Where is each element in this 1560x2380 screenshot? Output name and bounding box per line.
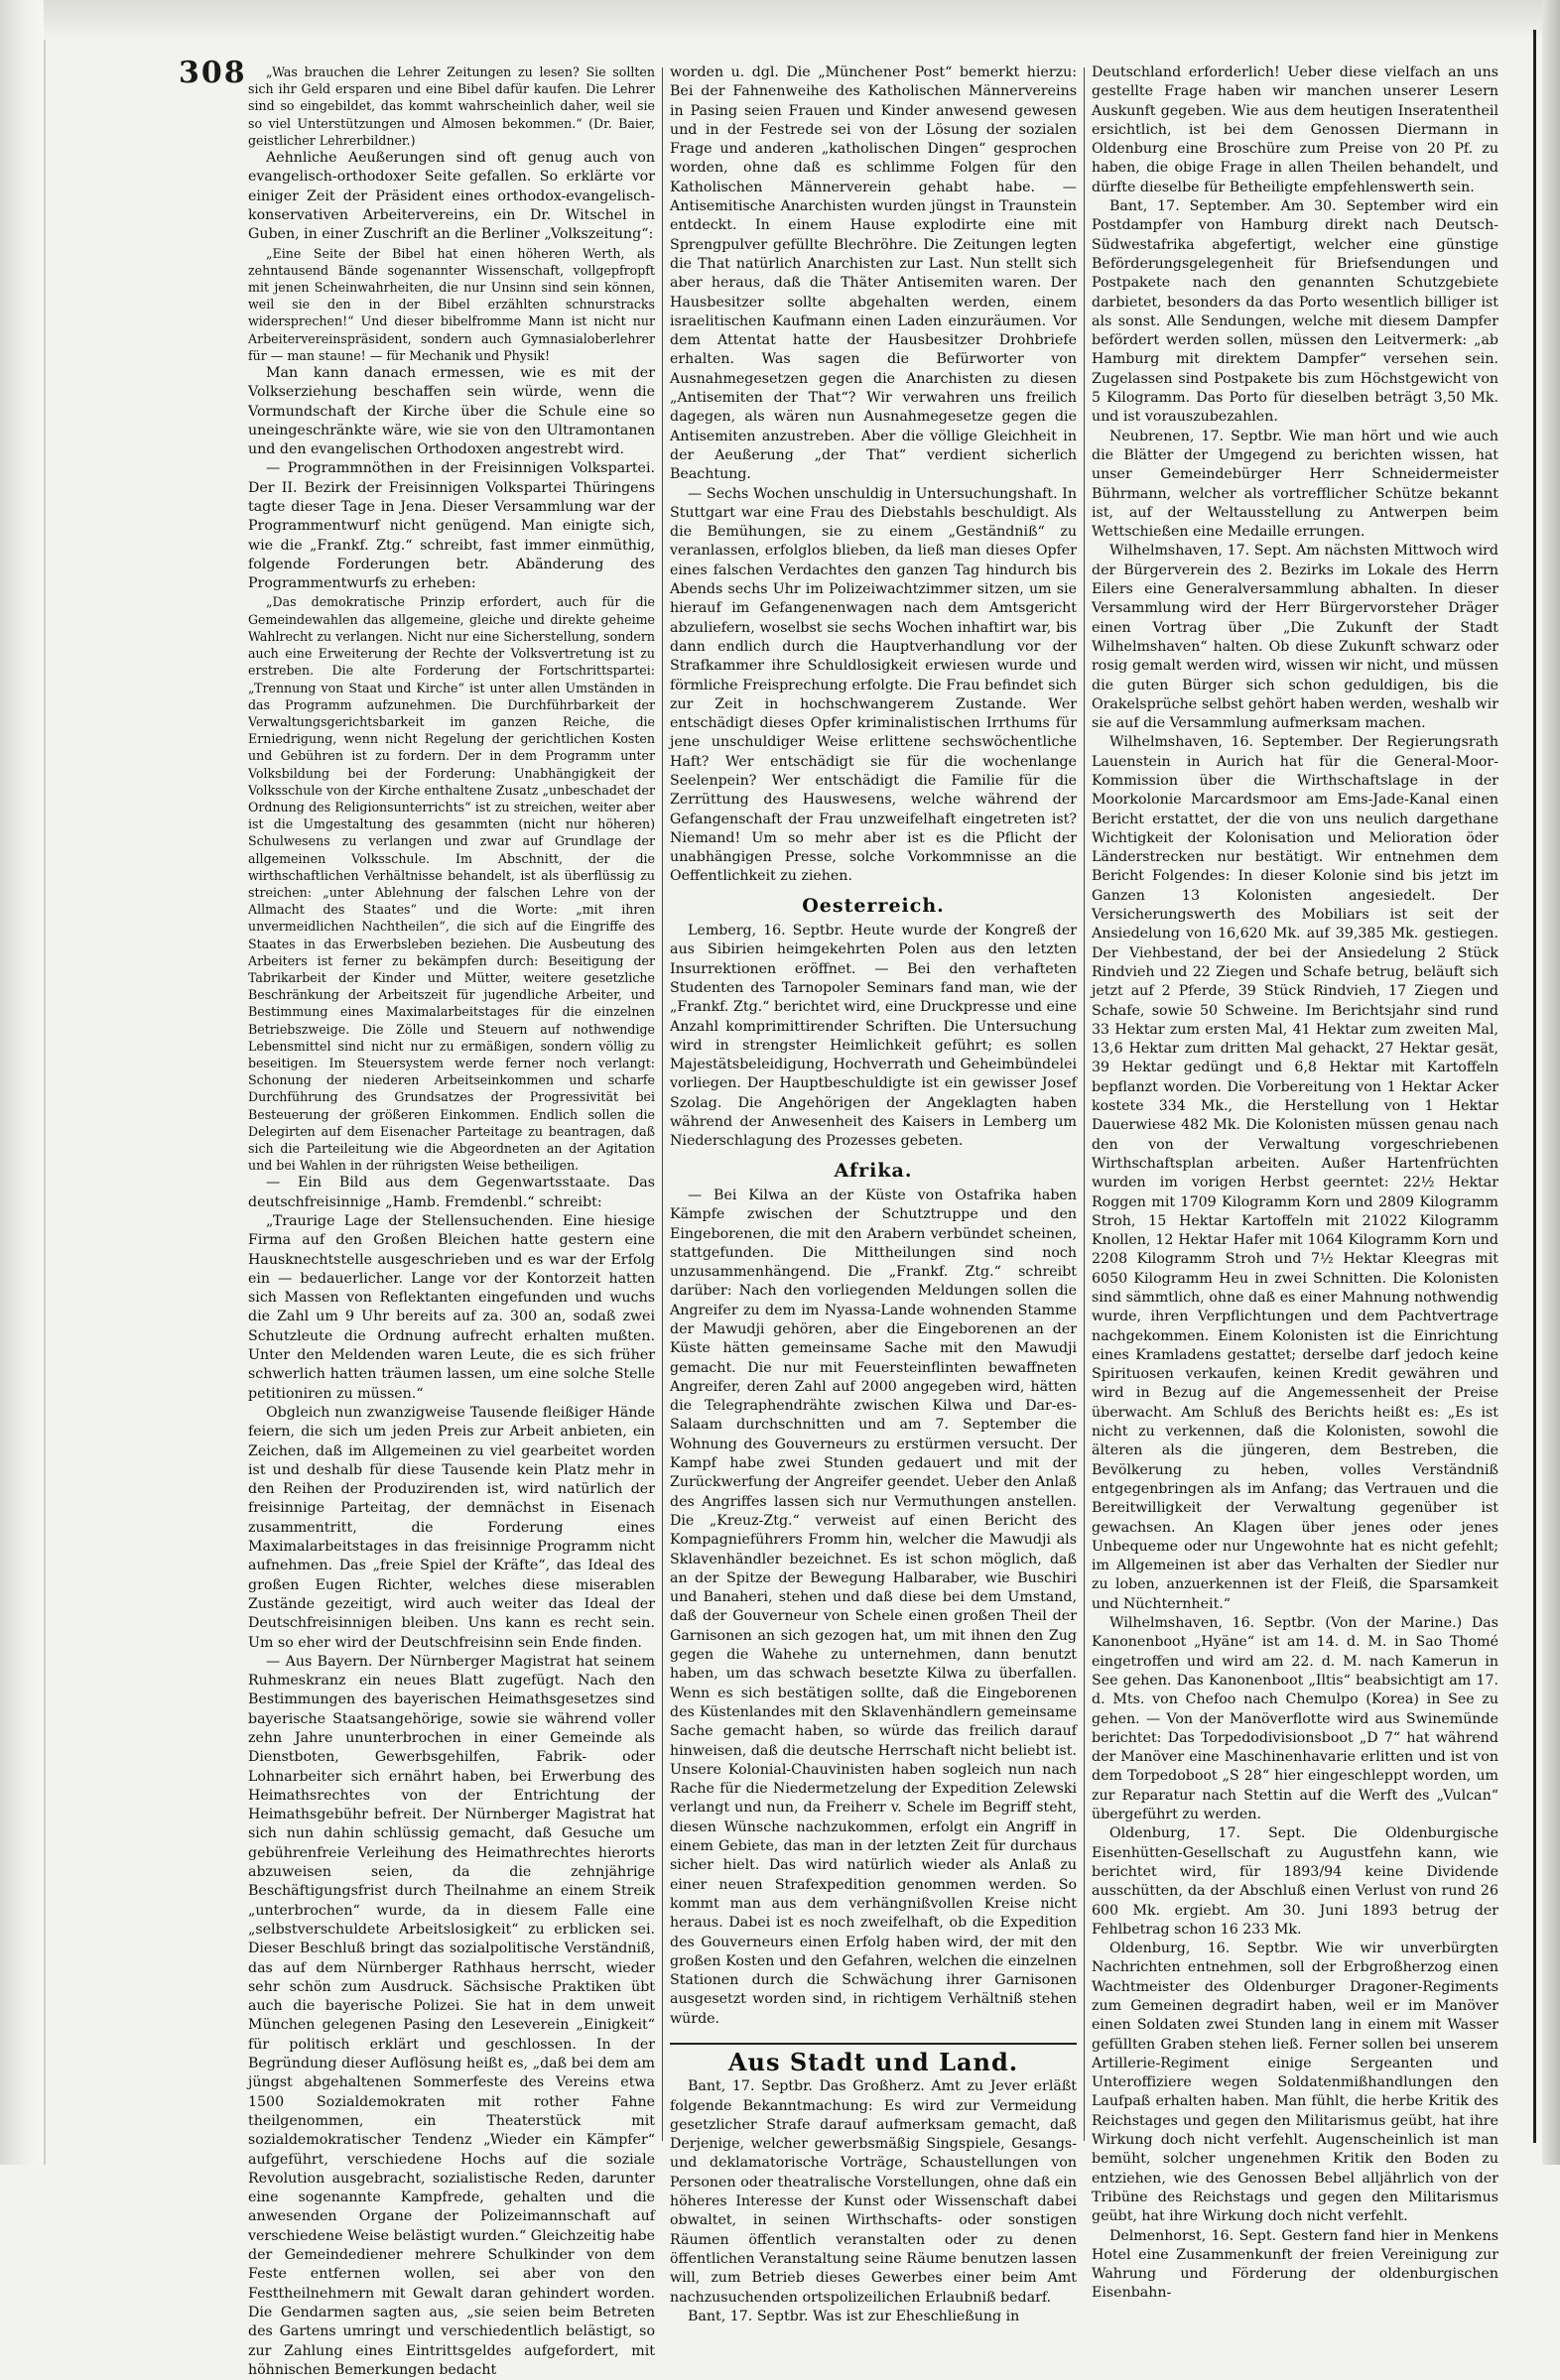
article-paragraph: Oldenburg, 16. Septbr. Wie wir unverbürgten Nachrichten entnehmen, soll der Erbgroßherzog einen Wachtmeister des Oldenburger Dragoner-Regiments zum Gemeinen degradirt haben, weil er im Manöver einen Soldaten zwei Stunden lang in einem mit Wasser gefüllten Graben stehen ließ. Ferner sollen bei unserem Artillerie-Regiment einige Sergeanten und Unteroffiziere wegen Soldatenmißhandlungen den Laufpaß erhalten haben. Man fühlt, die herbe Kritik des Reichstages und gegen den Militarismus geübt, hat ihre Wirkung doch nicht verfehlt. Augenscheinlich ist man bemüht, solcher ungenehmen Kritik den Boden zu entziehen, wie des Genossen Bebel alljährlich von der Tribüne des Reichstags und gegen den Militarismus geübt, hat ihre Wirkung doch nicht verfehlt. [1092,1941,1498,2225]
article-paragraph: „Was brauchen die Lehrer Zeitungen zu lesen? Sie sollten sich ihr Geld ersparen und eine Bibel dafür kaufen. Die Lehrer sind so eingebildet, das kommt wahrscheinlich daher, weil sie so viel Unterstützungen und Almosen bekommen.“ (Dr. Baier, geistlicher Lehrerbildner.) [248,64,655,148]
article-paragraph: Lemberg, 16. Septbr. Heute wurde der Kongreß der aus Sibirien heimgekehrten Polen aus den letzten Insurrektionen eröffnet. — Bei den verhafteten Studenten des Tarnopoler Seminars fand man, wie der „Frankf. Ztg.“ berichtet wird, eine Druckpresse und eine Anzahl komprimittirender Schriften. Die Untersuchung wird in strengster Heimlichkeit geführt; es sollen Majestätsbeleidigung, Hochverrath und Geheimbündelei vorliegen. Der Hauptbeschuldigte ist ein gewisser Josef Szolag. Die Angehörigen der Angeklagten haben während der Anwesenheit des Kaisers in Lemberg um Niederschlagung des Prozesses gebeten. [670,923,1077,1150]
article-paragraph: „Eine Seite der Bibel hat einen höheren Werth, als zehntausend Bände sogenannter Wissenschaft, vollgepfropft mit jenen Scheinwahrheiten, die nur Unsinn sind sein können, weil sie den in der Bibel erzählten schnurstracks widersprechen!“ Und dieser bibelfromme Mann ist nicht nur Arbeitervereinspräsident, sondern auch Gymnasialoberlehrer für — man staune! — für Mechanik und Physik! [248,245,655,363]
article-paragraph: — Programmnöthen in der Freisinnigen Volkspartei. Der II. Bezirk der Freisinnigen Volkspartei Thüringens tagte dieser Tage in Jena. Dieser Versammlung war der Programmentwurf nicht genügend. Man einigte sich, wie die „Frankf. Ztg.“ schreibt, fast immer einmüthig, folgende Forderungen betr. Abänderung des Programmentwurfs zu erheben: [248,460,655,592]
article-paragraph: Wilhelmshaven, 16. Septbr. (Von der Marine.) Das Kanonenboot „Hyäne“ ist am 14. d. M. in Sao Thomé eingetroffen und wird am 22. d. M. nach Kamerun in See gehen. Das Kanonenboot „Iltis“ beabsichtigt am 17. d. Mts. von Chefoo nach Chemulpo (Korea) in See zu gehen. — Von der Manöverflotte wird aus Swinemünde berichtet: Das Torpedodivisionsboot „D 7“ hat während der Manöver eine Maschinenhavarie erlitten und ist von dem Torpedoboot „S 28“ hier eingeschleppt worden, um zur Reparatur nach Stettin auf die Werft des „Vulcan“ übergeführt zu werden. [1092,1615,1498,1823]
article-paragraph: — Aus Bayern. Der Nürnberger Magistrat hat seinem Ruhmeskranz ein neues Blatt zugefügt. Nach den Bestimmungen des bayerischen Heimathsgesetzes sind bayerische Staatsangehörige, sowie sie während voller zehn Jahre ununterbrochen in einer Gemeinde als Dienstboten, Gewerbsgehilfen, Fabrik- oder Lohnarbeiter sich ernährt haben, bei Erwerbung des Heimathsrechtes von der Entrichtung der Heimathsgebühr befreit. Der Nürnberger Magistrat hat sich nun dahin schlüssig gemacht, daß Gesuche um gebührenfreie Verleihung des Heimathrechtes hierorts abzuweisen seien, da die zehnjährige Beschäftigungsfrist durch Theilnahme an einem Streik „unterbrochen“ wurde, da in diesem Falle eine „selbstverschuldete Arbeitslosigkeit“ zu erblicken sei. Dieser Beschluß bringt das sozialpolitische Verständniß, das auf dem Nürnberger Rathhaus herrscht, wieder sehr schön zum Ausdruck. Sächsische Praktiken übt auch die bayerische Polizei. Sie hat in dem unweit München gelegenen Pasing den Leseverein „Einigkeit“ für politisch erklärt und geschlossen. In der Begründung dieser Auflösung heißt es, „daß bei dem am jüngst abgehaltenen Sommerfeste des Vereins etwa 1500 Sozialdemokraten mit rother Fahne theilgenommen, ein Theaterstück mit sozialdemokratischer Tendenz „Wieder ein Kämpfer“ aufgeführt, verschiedene Hochs auf die soziale Revolution ausgebracht, sozialistische Reden, darunter eine sogenannte Kampfrede, gehalten und die anwesenden Organe der Polizeimannschaft auf verschiedene Weise belästigt wurden.“ Gleichzeitig habe der Gemeindediener mehrere Schulkinder von dem Feste entfernen wollen, sei aber von den Festtheilnehmern mit Gewalt daran gehindert worden. Die Gendarmen sagten aus, „sie seien beim Betreten des Gartens umringt und verschiedentlich belästigt, so zur Zahlung eines Eintrittsgeldes aufgefordert, mit höhnischen Bemerkungen bedacht [248,1653,655,2378]
article-paragraph: Aehnliche Aeußerungen sind oft genug auch von evangelisch-orthodoxer Seite gefallen. So erklärte vor einiger Zeit der Präsident eines orthodox-evangelisch-konservativen Arbeitervereins, ein Dr. Witschel in Guben, in einer Zuschrift an die Berliner „Volkszeitung“: [248,150,655,243]
page-number: 308 [179,56,247,90]
page-fold-line [1533,30,1536,2143]
article-paragraph: Man kann danach ermessen, wie es mit der Volkserziehung beschaffen sein würde, wenn die Vormundschaft der Kirche über die Schule eine so uneingeschränkte wäre, wie sie von den Ultramontanen und den evangelischen Orthodoxen angestrebt wird. [248,364,655,458]
article-paragraph: — Sechs Wochen unschuldig in Untersuchungshaft. In Stuttgart war eine Frau des Diebstahls beschuldigt. Als die Bemühungen, sie zu einem „Geständniß“ zu veranlassen, erfolglos blieben, da ließ man dieses Opfer eines falschen Verdachtes den ganzen Tag hindurch bis Abends sechs Uhr im Polizeiwachtzimmer sitzen, um sie hierauf im Gefangenenwagen nach dem Amtsgericht abzuliefern, woselbst sie sechs Wochen inhaftirt war, bis dann endlich durch die Hauptverhandlung vor der Strafkammer ihre Schuldlosigkeit erwiesen wurde und förmliche Freisprechung erfolgte. Die Frau befindet sich zur Zeit in hochschwangerem Zustande. Wer entschädigt dieses Opfer kriminalistischen Irrthums für jene unschuldiger Weise erlittene sechswöchentliche Haft? Wer entschädigt sie für die wochenlange Seelenpein? Wer entschädigt die Familie für die Zerrüttung des Hauswesens, welche während der Gefangenschaft der Frau unzweifelhaft eingetreten ist? Niemand! Um so mehr aber ist es die Pflicht der unabhängigen Presse, solche Vorkommnisse an die Oeffentlichkeit zu ziehen. [670,485,1077,885]
section-heading: Afrika. [834,1159,913,1182]
text-column-3 [1092,63,1498,2302]
scan-edge-left [0,0,46,2165]
article-paragraph: Neubrenen, 17. Septbr. Wie man hört und wie auch die Blätter der Umgegend zu berichten wissen, hat unser Gemeindebürger Herr Schneidermeister Bührmann, welcher als vortrefflicher Schütze bekannt ist, auf der Weltausstellung zu Antwerpen beim Wettschießen eine Medaille errungen. [1092,428,1498,541]
article-paragraph: Bant, 17. September. Am 30. September wird ein Postdampfer von Hamburg direkt nach Deutsch-Südwestafrika abgefertigt, welcher eine günstige Beförderungsgelegenheit für Briefsendungen und Postpakete nach den genannten Schutzgebiete darbietet, besonders da das Porto wesentlich billiger ist als sonst. Alle Sendungen, welche mit diesem Dampfer befördert werden sollen, müssen den Leitvermerk: „ab Hamburg mit direktem Dampfer“ versehen sein. Zugelassen sind Postpakete bis zum Höchstgewicht von 5 Kilogramm. Das Porto für dieselben beträgt 3,50 Mk. und ist vorauszubezahlen. [1092,198,1498,426]
article-paragraph: Obgleich nun zwanzigweise Tausende fleißiger Hände feiern, die sich um jeden Preis zur Arbeit anbieten, ein Zeichen, daß im Allgemeinen zu viel gearbeitet worden ist und deshalb für diese Tausende kein Platz mehr in den Reihen der Produzirenden ist, wird natürlich der freisinnige Parteitag, der demnächst in Eisenach zusammentritt, die Forderung eines Maximalarbeitstages in das freisinnige Programm nicht aufnehmen. Das „freie Spiel der Kräfte“, das Ideal des großen Eugen Richter, welches diese miserablen Zustände gezeitigt, wird auch weiter das Ideal der Deutschfreisinnigen bleiben. Uns kann es recht sein. Um so eher wird der Deutschfreisinn sein Ende finden. [248,1404,655,1651]
article-paragraph: worden u. dgl. Die „Münchener Post“ bemerkt hierzu: Bei der Fahnenweihe des Katholischen Männervereins in Pasing seien Frauen und Kinder anwesend gewesen und in der Festrede sei von der Lösung der sozialen Frage und anderen „katholischen Dingen“ gesprochen worden, ohne daß es schlimme Folgen für den Katholischen Männerverein gehabt habe. — Antisemitische Anarchisten wurden jüngst in Traunstein entdeckt. In einem Hause explodirte eine mit Sprengpulver gefüllte Blechröhre. Die Zeitungen legten die That natürlich Anarchisten zur Last. Nun stellt sich aber heraus, daß die Thäter Antisemiten waren. Der Hausbesitzer sollte abgehalten werden, einem israelitischen Kaufmann einen Laden einzuräumen. Vor dem Attentat hatte der Hausbesitzer Drohbriefe erhalten. Was sagen die Befürworter von Ausnahmegesetzen gegen die Anarchisten zu diesen „Antisemiten der That“? Wir verwahren uns freilich dagegen, als wären nun Ausnahmegesetze gegen die Antisemiten anzustreben. Aber die völlige Gleichheit in der Aeußerung „der That“ verdient sicherlich Beachtung. [670,64,1077,483]
article-paragraph: „Traurige Lage der Stellensuchenden. Eine hiesige Firma auf den Großen Bleichen hatte gestern eine Hausknechtstelle ausgeschrieben und es war der Erfolg ein — bedauerlicher. Lange vor der Kontorzeit hatten sich Massen von Reflektanten eingefunden und wuchs die Zahl um 9 Uhr bereits auf za. 300 an, sodaß zwei Schutzleute die Ordnung aufrecht erhalten mußten. Unter den Meldenden waren Leute, die es sich früher schwerlich hatten träumen lassen, um eine solche Stelle petitioniren zu müssen.“ [248,1212,655,1402]
section-heading: Oesterreich. [802,894,945,917]
column-rule [1084,67,1085,2141]
article-paragraph: Wilhelmshaven, 17. Sept. Am nächsten Mittwoch wird der Bürgerverein des 2. Bezirks im Lokale des Herrn Eilers eine Generalversammlung abhalten. In dieser Versammlung wird der Herr Bürgervorsteher Dräger einen Vortrag über „Die Zukunft der Stadt Wilhelmshaven“ halten. Ob diese Zukunft schwarz oder rosig gemalt werden wird, wissen wir nicht, und müssen die guten Bürger sich schon geduldigen, bis die Orakelsprüche selbst gehört haben werden, weshalb wir sie auf die Versammlung aufmerksam machen. [1092,543,1498,732]
section-heading: Aus Stadt und Land. [670,2043,1077,2071]
newspaper-page [248,63,1528,2378]
article-paragraph: Delmenhorst, 16. Sept. Gestern fand hier in Menkens Hotel eine Zusammenkunft der freien Vereinigung zur Wahrung und Förderung der oldenburgischen Eisenbahn- [1092,2227,1498,2302]
page-fold-right [1542,0,1560,2165]
article-paragraph: Oldenburg, 17. Sept. Die Oldenburgische Eisenhütten-Gesellschaft zu Augustfehn kann, wie berichtet wird, für 1893/94 keine Dividende ausschütten, da der Abschluß einen Verlust von rund 26 600 Mk. ergiebt. Am 30. Juni 1893 betrug der Fehlbetrag schon 16 233 Mk. [1092,1825,1498,1938]
article-paragraph: — Ein Bild aus dem Gegenwartsstaate. Das deutschfreisinnige „Hamb. Fremdenbl.“ schreibt: [248,1175,655,1210]
scan-edge-top [44,0,1560,40]
article-paragraph: Bant, 17. Septbr. Das Großherz. Amt zu Jever erläßt folgende Bekanntmachung: Es wird zur Vermeidung gesetzlicher Strafe darauf aufmerksam gemacht, daß Derjenige, welcher gewerbsmäßig Singspiele, Gesangs- und deklamatorische Vorträge, Schaustellungen von Personen oder theatralische Vorstellungen, ohne daß ein höheres Interesse der Kunst oder Wissenschaft dabei obwaltet, in seinen Wirthschafts- oder sonstigen Räumen öffentlich veranstalten oder zu denen öffentlichen Veranstaltung seine Räume benutzen lassen will, zum Betrieb dieses Gewerbes einer beim Amt nachzusuchenden ortspolizeilichen Erlaubniß bedarf. [670,2078,1077,2306]
article-paragraph: „Das demokratische Prinzip erfordert, auch für die Gemeindewahlen das allgemeine, gleiche und direkte geheime Wahlrecht zu verlangen. Nicht nur eine Sicherstellung, sondern auch eine Erweiterung der Rechte der Volksvertretung ist zu erstreben. Die alte Forderung der Fortschrittspartei: „Trennung von Staat und Kirche“ ist unter allen Umständen in das Programm aufzunehmen. Die Durchführbarkeit der Verwaltungsgerichtsbarkeit im ganzen Reiche, die Erniedrigung, wenn nicht Regelung der gerichtlichen Kosten und Gebühren ist zu fordern. Der in dem Programm unter Volksbildung bei der Forderung: Unabhängigkeit der Volksschule von der Kirche enthaltene Zusatz „unbeschadet der Ordnung des Religionsunterrichts“ ist zu streichen, weiter aber ist die Umgestaltung des gesammten (nicht nur höheren) Schulwesens zu verlangen und zwar auf Grundlage der allgemeinen Volksschule. Im Abschnitt, der die wirthschaftlichen Verhältnisse behandelt, ist als überflüssig zu streichen: „unter Ablehnung der falschen Lehre von der Allmacht des Staates“ und die Worte: „mit ihren unvermeidlichen Nachtheilen“, die sich auf die Eingriffe des Staates in das Erwerbsleben beziehen. Die Ausbeutung des Arbeiters ist ferner zu bekämpfen durch: Beseitigung der Tabrikarbeit der Kinder und Mütter, weitere gesetzliche Beschränkung der Arbeitszeit für jugendliche Arbeiter, und Bestimmung eines Maximalarbeitstages für die einzelnen Betriebszweige. Die Zölle und Steuern auf nothwendige Lebensmittel sind nicht nur zu ermäßigen, sondern völlig zu beseitigen. Im Steuersystem werde ferner noch verlangt: Schonung der niederen Arbeitseinkommen und scharfe Durchführung des Grundsatzes der Progressivität bei Besteuerung der größeren Einkommen. Endlich sollen die Delegirten auf dem Eisenacher Parteitage zu beantragen, daß sich die Parteileitung wie die Abgeordneten an der Agitation und bei Wahlen in der rührigsten Weise betheiligen. [248,594,655,1174]
article-paragraph: Deutschland erforderlich! Ueber diese vielfach an uns gestellte Frage haben wir manchen unserer Lesern Auskunft gegeben. Wie aus dem heutigen Inseratentheil ersichtlich, ist bei dem Genossen Diermann in Oldenburg eine Broschüre zum Preise von 20 Pf. zu haben, die obige Frage in allen Theilen behandelt, und dürfte dieselbe für Betheiligte empfehlenswerth sein. [1092,64,1498,195]
article-paragraph: Wilhelmshaven, 16. September. Der Regierungsrath Lauenstein in Aurich hat für die General-Moor-Kommission über die Wirthschaftslage in der Moorkolonie Marcardsmoor am Ems-Jade-Kanal einen Bericht erstattet, der die von uns neulich dargethane Wichtigkeit der Kolonisation und Melioration öder Länderstrecken nur bestätigt. Wir entnehmen dem Bericht Folgendes: In dieser Kolonie sind bis jetzt im Ganzen 13 Kolonisten angesiedelt. Der Versicherungswerth des Mobiliars ist seit der Ansiedelung von 16,620 Mk. auf 39,385 Mk. gestiegen. Der Viehbestand, der bei der Ansiedelung 2 Stück Rindvieh und 22 Ziegen und Schafe betrug, beläuft sich jetzt auf 2 Pferde, 39 Stück Rindvieh, 17 Ziegen und Schafe, sowie 50 Schweine. Im Berichtsjahr sind rund 33 Hektar zum ersten Mal, 41 Hektar zum zweiten Mal, 13,6 Hektar zum dritten Mal gehackt, 27 Hektar gesät, 39 Hektar gedüngt und 6,8 Hektar mit Kartoffeln bepflanzt worden. Die Vorbereitung von 1 Hektar Acker kostete 334 Mk., die Herstellung von 1 Hektar Dauerwiese 482 Mk. Die Kolonisten müssen genau nach den von der Verwaltung vorgeschriebenen Wirthschaftsplan arbeiten. Außer Hartenfrüchten wurden im vorigen Herbst geerntet: 22½ Hektar Roggen mit 1709 Kilogramm Korn und 2809 Kilogramm Stroh, 15 Hektar Kartoffeln mit 21022 Kilogramm Knollen, 12 Hektar Hafer mit 1064 Kilogramm Korn und 2208 Kilogramm Stroh und 7½ Hektar Kleegras mit 6050 Kilogramm Heu in zwei Schnitten. Die Kolonisten sind sämmtlich, ohne daß es einer Mahnung nothwendig wurde, ihren Verpflichtungen und dem Pachtvertrage nachgekommen. Einem Kolonisten ist die Einrichtung eines Kramladens gestattet; derselbe darf jedoch keine Spirituosen verkaufen, keinen Kredit gewähren und wird in Bezug auf die Angemessenheit der Preise überwacht. Am Schluß des Berichts heißt es: „Es ist nicht zu verkennen, daß die Kolonisten, sowohl die älteren als die jüngeren, dem Bestreben, die Bevölkerung zu heben, volles Verständniß entgegenbringen als im Anfang; das Vertrauen und die Bereitwilligkeit der Verwaltung gegenüber ist gewachsen. An Klagen über jenes oder jenes Unbequeme oder nur Ungewohnte hat es nicht gefehlt; im Allgemeinen ist aber das Verhalten der Siedler nur zu loben, anzuerkennen ist der Fleiß, die Sparsamkeit und Nüchternheit.“ [1092,734,1498,1612]
column-rule [662,67,663,2141]
article-paragraph: — Bei Kilwa an der Küste von Ostafrika haben Kämpfe zwischen der Schutztruppe und den Eingeborenen, die mit den Arabern verbündet scheinen, stattgefunden. Die Mittheilungen sind noch unzusammenhängend. Die „Frankf. Ztg.“ schreibt darüber: Nach den vorliegenden Meldungen sollen die Angreifer zu dem im Nyassa-Lande wohnenden Stamme der Mawudji gehören, aber die Eingeborenen an der Küste hätten gemeinsame Sache mit den Mawudji gemacht. Die nur mit Feuersteinflinten bewaffneten Angreifer, deren Zahl auf 2000 angegeben wird, hätten die Telegraphendrähte zwischen Kilwa und Dar-es-Salaam durchschnitten und am 7. September die Wohnung des Gouverneurs zu erstürmen versucht. Der Kampf habe zwei Stunden gedauert und mit der Zurückwerfung der Angreifer geendet. Ueber den Anlaß des Angriffes lassen sich nur Vermuthungen anstellen. Die „Kreuz-Ztg.“ verweist auf einen Bericht des Kompagnieführers Fromm hin, welcher die Mawudji als Sklavenhändler bezeichnet. Es ist schon möglich, daß an der Spitze der Bewegung Halbaraber, wie Buschiri und Banaheri, stehen und daß diese bei dem Umstand, daß der Gouverneur von Schele einen großen Theil der Garnisonen an sich gezogen hat, um mit ihnen den Zug gegen die Wahehe zu unternehmen, dann benutzt haben, um das schwach besetzte Kilwa zu überfallen. Wenn es sich bestätigen sollte, daß die Eingeborenen des Küstenlandes mit den Sklavenhändlern gemeinsame Sache gemacht haben, so würde das freilich darauf hinweisen, daß die deutsche Herrschaft nicht beliebt ist. Unsere Kolonial-Chauvinisten haben sogleich nun nach Rache für die Niedermetzelung der Expedition Zelewski verlangt und nun, da Freiherr v. Schele im Begriff steht, diesen Wünsche nachzukommen, erfolgt ein Angriff in einem Gebiete, das man in der letzten Zeit für durchaus sicher hielt. Das wird natürlich wieder als Anlaß zu einer neuen Strafexpedition genommen werden. So kommt man aus dem verhängnißvollen Kreise nicht heraus. Dabei ist es noch zweifelhaft, ob die Expedition des Gouverneurs einen Erfolg haben wird, der mit den großen Kosten und den Gefahren, welchen die einzelnen Stationen durch die Schwächung ihrer Garnisonen ausgesetzt worden sind, in richtigem Verhältniß stehen würde. [670,1187,1077,2027]
article-paragraph: Bant, 17. Septbr. Was ist zur Eheschließung in [688,2308,1020,2324]
text-column-1 [248,63,655,2378]
text-column-2 [670,63,1077,2324]
